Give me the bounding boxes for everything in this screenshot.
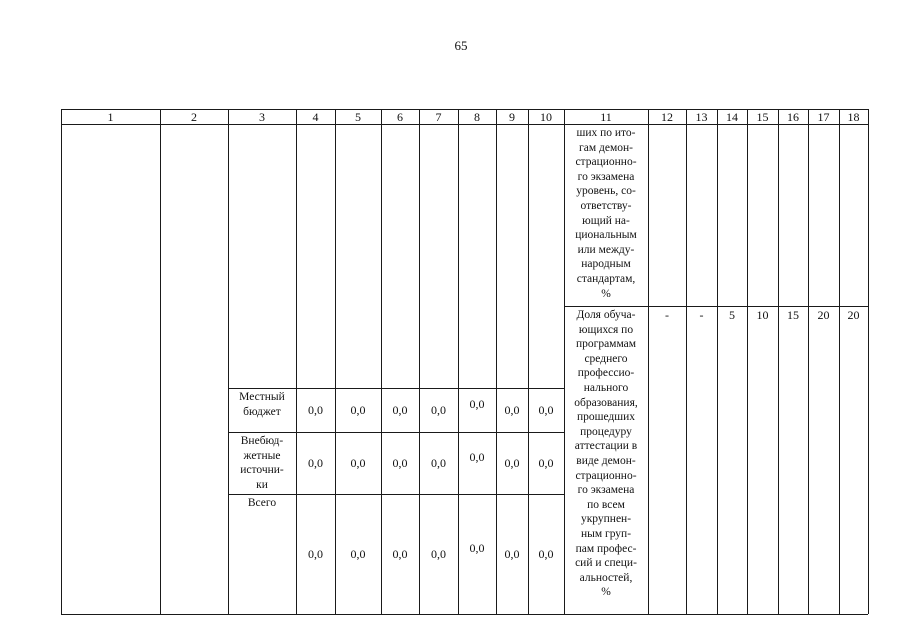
funding-value: 0,0 [538,456,554,470]
funding-value: 0,0 [538,547,554,561]
table-rule [228,109,229,614]
funding-value: 0,0 [308,456,323,470]
funding-value: 0,0 [350,403,366,417]
funding-value: 0,0 [504,456,520,470]
funding-value: 0,0 [308,403,323,417]
funding-source: Всего [247,497,277,509]
funding-value: 0,0 [504,547,520,561]
table-rule [868,109,869,614]
column-header-9: 9 [509,110,515,124]
table-rule [419,109,420,614]
table-rule [717,109,718,614]
funding-value: 0,0 [392,403,408,417]
column-header-4: 4 [312,110,319,124]
funding-value: 0,0 [504,403,520,417]
indicator-description: Доля обуча- ющихся по программам среднего профессио- нального образования, прошедших процедуру аттестации в виде демон- страционно- го экзамена по всем укрупнен- ным груп- пам профес- сий и специ- альностей, % [574,309,638,599]
target-value: 15 [787,308,799,322]
column-header-15: 15 [756,110,769,124]
column-header-16: 16 [787,110,799,124]
funding-value: 0,0 [308,547,323,561]
column-header-7: 7 [435,110,442,124]
column-header-12: 12 [661,110,673,124]
table-rule [528,109,529,614]
funding-source: Местный бюджет [239,391,285,418]
table-rule [228,388,564,389]
funding-value: 0,0 [538,403,554,417]
column-header-2: 2 [191,110,197,124]
table-rule [458,109,459,614]
funding-value: 0,0 [469,541,485,555]
funding-value: 0,0 [350,456,366,470]
table-rule [228,494,564,495]
column-header-18: 18 [847,110,860,124]
table-rule [686,109,687,614]
table-rule [808,109,809,614]
funding-value: 0,0 [431,547,446,561]
table-rule [228,432,564,433]
funding-value: 0,0 [350,547,366,561]
table-rule [335,109,336,614]
table-rule [496,109,497,614]
funding-source: Внебюд- жетные источни- ки [240,435,284,491]
column-header-6: 6 [397,110,403,124]
table-rule [648,109,649,614]
table-rule [296,109,297,614]
target-value: 20 [817,308,830,322]
table-rule [564,306,868,307]
funding-value: 0,0 [392,456,408,470]
table-rule [61,109,62,614]
column-header-1: 1 [107,110,114,124]
funding-value: 0,0 [392,547,408,561]
target-value: - [699,308,704,322]
column-header-3: 3 [259,110,265,124]
table-rule [778,109,779,614]
funding-value: 0,0 [469,450,485,464]
target-value: - [665,308,669,322]
page-number: 65 [454,38,468,53]
table-rule [61,124,868,125]
column-header-5: 5 [355,110,361,124]
funding-value: 0,0 [469,397,485,411]
column-header-14: 14 [726,110,738,124]
column-header-11: 11 [600,110,612,124]
column-header-10: 10 [540,110,552,124]
target-value: 5 [729,308,735,322]
table-rule [160,109,161,614]
target-value: 20 [847,308,860,322]
table-rule [839,109,840,614]
target-value: 10 [756,308,769,322]
table-rule [381,109,382,614]
column-header-13: 13 [695,110,708,124]
table-rule [747,109,748,614]
funding-value: 0,0 [431,403,446,417]
table-rule [61,614,868,615]
column-header-17: 17 [817,110,830,124]
column-header-8: 8 [474,110,480,124]
indicator-continued: ших по ито- гам демон- страционно- го экзамена уровень, со- ответству- ющий на- циональным или между- народным стандартам, % [575,127,637,300]
funding-value: 0,0 [431,456,446,470]
